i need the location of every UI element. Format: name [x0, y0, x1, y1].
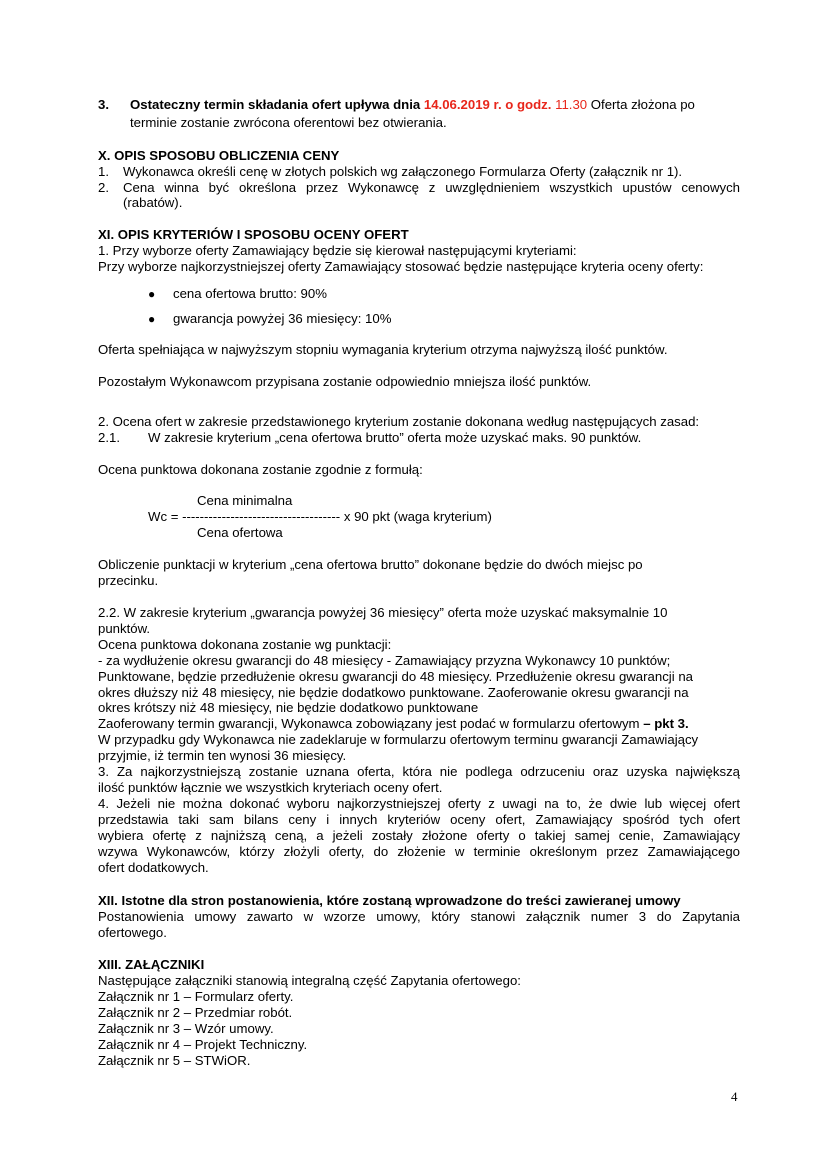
section-xii-p1-line-2: ofertowego.: [98, 925, 167, 940]
bullet-icon: ●: [148, 287, 156, 301]
criterion-price: cena ofertowa brutto: 90%: [173, 286, 327, 301]
section-xi-p17: przyjmie, iż termin ten wynosi 36 miesięcy.: [98, 748, 347, 763]
section-xi-p15-text: Zaoferowany termin gwarancji, Wykonawca zobowiązany jest podać w formularzu ofertowym: [98, 716, 644, 731]
section-xi-p13: okres dłuższy niż 48 miesięcy, nie będzie dodatkowo punktowane. Zaoferowanie okresu gwarancji na: [98, 685, 689, 700]
section-x-item-2-number: 2.: [98, 180, 109, 195]
section-xi-p4: Pozostałym Wykonawcom przypisana zostanie odpowiednio mniejsza ilość punktów.: [98, 374, 592, 389]
bullet-icon: ●: [148, 312, 156, 326]
section-xi-p19-line-1: 4. Jeżeli nie można dokonać wyboru najkorzystniejszej oferty z uwagi na to, że dwie lub więcej ofert: [98, 796, 740, 811]
section-xi-p6-number: 2.1.: [98, 430, 120, 445]
attachment-item: Załącznik nr 2 – Przedmiar robót.: [98, 1005, 293, 1020]
section-xi-p16: W przypadku gdy Wykonawca nie zadeklaruje w formularzu ofertowym terminu gwarancji Zamawiający: [98, 732, 699, 747]
section-xi-p11: - za wydłużenie okresu gwarancji do 48 miesięcy - Zamawiający przyzna Wykonawcy 10 punktów;: [98, 653, 671, 668]
deadline-line-2: terminie zostanie zwrócona oferentowi bez otwierania.: [130, 115, 447, 130]
deadline-line: [130, 97, 695, 113]
formula-numerator: Cena minimalna: [197, 493, 293, 508]
deadline-note: Oferta złożona po: [587, 97, 695, 112]
attachment-item: Załącznik nr 1 – Formularz oferty.: [98, 989, 294, 1004]
section-xi-heading: XI. OPIS KRYTERIÓW I SPOSOBU OCENY OFERT: [98, 227, 409, 242]
section-xi-p3: Oferta spełniająca w najwyższym stopniu wymagania kryterium otrzyma najwyższą ilość punktów.: [98, 342, 668, 357]
page-number: 4: [731, 1089, 738, 1104]
section-xi-p9-line-1: 2.2. W zakresie kryterium „gwarancja powyżej 36 miesięcy” oferta może uzyskać maksymalnie 10: [98, 605, 668, 620]
section-xi-p15-bold: – pkt 3.: [643, 716, 689, 731]
section-xi-p6: W zakresie kryterium „cena ofertowa brutto” oferta może uzyskać maks. 90 punktów.: [148, 430, 642, 445]
attachment-item: Załącznik nr 5 – STWiOR.: [98, 1053, 251, 1068]
section-xi-p14: okres krótszy niż 48 miesięcy, nie będzie dodatkowo punktowane: [98, 700, 479, 715]
section-xi-p19-line-5: ofert dodatkowych.: [98, 860, 209, 875]
section-xi-p7: Ocena punktowa dokonana zostanie zgodnie z formułą:: [98, 462, 423, 477]
section-xi-p8-line-2: przecinku.: [98, 573, 159, 588]
criterion-warranty: gwarancja powyżej 36 miesięcy: 10%: [173, 311, 392, 326]
section-xi-p1: 1. Przy wyborze oferty Zamawiający będzie się kierował następującymi kryteriami:: [98, 243, 577, 258]
section-xi-p2: Przy wyborze najkorzystniejszej oferty Zamawiający stosować będzie następujące kryteria oceny oferty:: [98, 259, 704, 274]
section-xi-p9-line-2: punktów.: [98, 621, 151, 636]
section-xi-p19-line-4: wzywa Wykonawców, którzy złożyli oferty, do złożenie w terminie określonym przez Zamawiającego: [98, 844, 740, 859]
attachment-item: Załącznik nr 3 – Wzór umowy.: [98, 1021, 274, 1036]
attachments-intro: Następujące załączniki stanowią integralną część Zapytania ofertowego:: [98, 973, 521, 988]
section-xii-p1-line-1: Postanowienia umowy zawarto w wzorze umowy, który stanowi załącznik numer 3 do Zapytania: [98, 909, 740, 924]
section-x-item-1-number: 1.: [98, 164, 109, 179]
deadline-text: Ostateczny termin składania ofert upływa dnia: [130, 97, 424, 112]
section-xi-p12: Punktowane, będzie przedłużenie okresu gwarancji do 48 miesięcy. Przedłużenie okresu gwarancji na: [98, 669, 693, 684]
section-xi-p15: [98, 716, 689, 732]
section-xi-p18-line-1: 3. Za najkorzystniejszą zostanie uznana oferta, która nie podlega odrzuceniu oraz uzyska największą: [98, 764, 740, 779]
section-x-item-1: Wykonawca określi cenę w złotych polskich wg załączonego Formularza Oferty (załącznik nr 1).: [123, 164, 683, 179]
formula-line: Wc = ------------------------------------ x 90 pkt (waga kryterium): [148, 509, 492, 524]
section-x-heading: X. OPIS SPOSOBU OBLICZENIA CENY: [98, 148, 340, 163]
deadline-date: 14.06.2019 r. o godz.: [423, 97, 552, 112]
deadline-item-number: 3.: [98, 97, 109, 112]
deadline-time: 11.30: [551, 97, 588, 112]
section-xiii-heading: XIII. ZAŁĄCZNIKI: [98, 957, 205, 972]
section-xi-p19-line-3: wybiera ofertę z najniższą ceną, a jeżeli zostały złożone oferty o takiej samej cenie, Zamawiający: [98, 828, 740, 843]
section-x-item-2-line-1: Cena winna być określona przez Wykonawcę z uwzględnieniem wszystkich upustów cenowych: [123, 180, 740, 195]
attachment-item: Załącznik nr 4 – Projekt Techniczny.: [98, 1037, 308, 1052]
section-xi-p18-line-2: ilość punktów łącznie we wszystkich kryteriach oceny ofert.: [98, 780, 443, 795]
section-xi-p10: Ocena punktowa dokonana zostanie wg punktacji:: [98, 637, 392, 652]
section-xi-p5: 2. Ocena ofert w zakresie przedstawionego kryterium zostanie dokonana według następujących zasad:: [98, 414, 700, 429]
section-x-item-2-line-2: (rabatów).: [123, 195, 183, 210]
section-xi-p19-line-2: przedstawia taki sam bilans ceny i innych kryteriów oceny ofert, Zamawiający spośród tych ofert: [98, 812, 740, 827]
section-xi-p8-line-1: Obliczenie punktacji w kryterium „cena ofertowa brutto” dokonane będzie do dwóch miejsc po: [98, 557, 643, 572]
formula-denominator: Cena ofertowa: [197, 525, 283, 540]
section-xii-heading: XII. Istotne dla stron postanowienia, które zostaną wprowadzone do treści zawieranej umowy: [98, 893, 681, 908]
